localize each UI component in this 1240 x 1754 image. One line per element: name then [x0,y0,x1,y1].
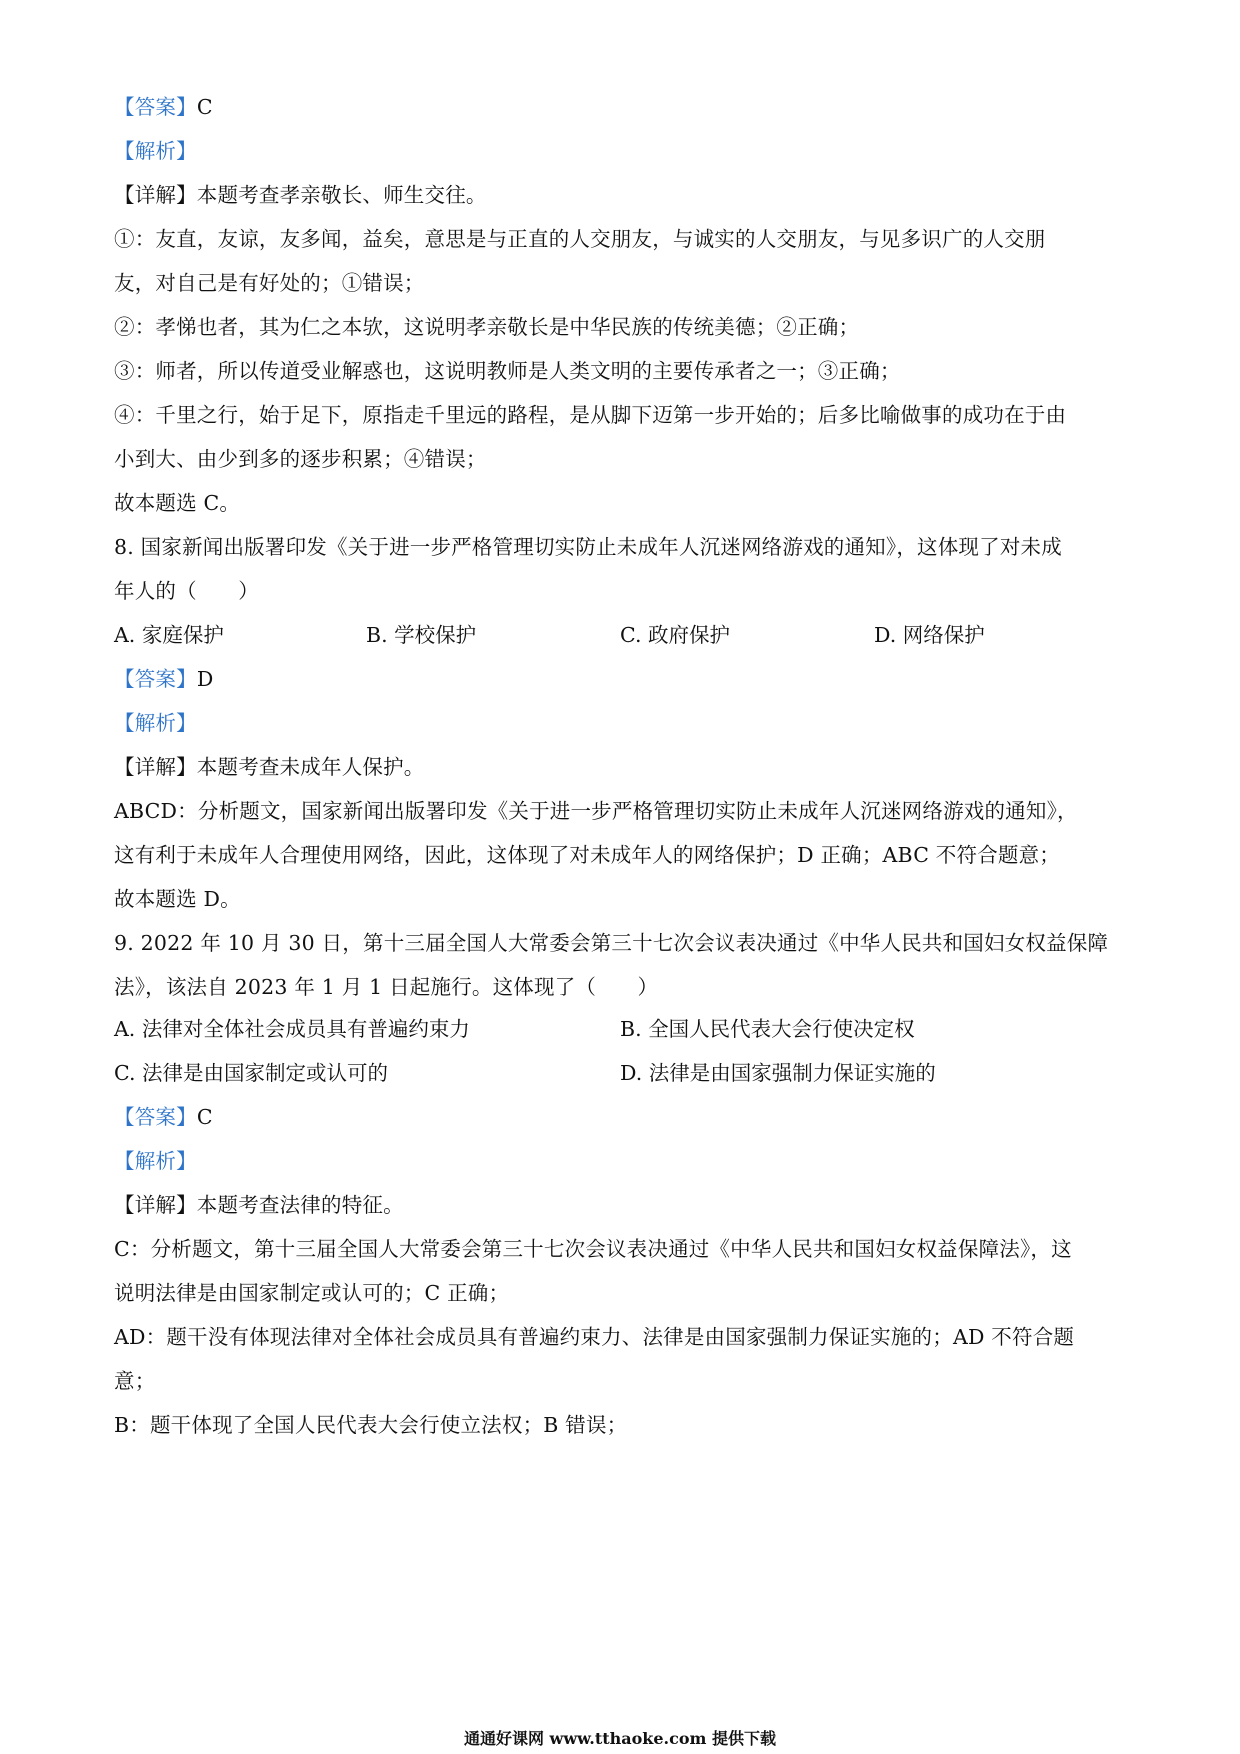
q9-option-d: D. 法律是由国家强制力保证实施的 [620,1061,936,1085]
q9-explain-line-3: AD：题干没有体现法律对全体社会成员具有普遍约束力、法律是由国家强制力保证实施的；AD 不符合题 [114,1325,1075,1349]
q7-explain-line-4: ③：师者，所以传道受业解惑也，这说明教师是人类文明的主要传承者之一；③正确； [114,359,901,383]
q7-analysis-tag: 【解析】 [114,139,197,163]
answer-tag: 【答案】 [114,667,197,691]
answer-value: C [196,95,213,119]
q8-option-b: B. 学校保护 [366,623,477,647]
q8-answer-line [114,664,1134,694]
q8-explain-line-2: 这有利于未成年人合理使用网络，因此，这体现了对未成年人的网络保护；D 正确；ABC 不符合题意； [114,843,1061,867]
q8-stem-line-2: 年人的（ ） [114,579,259,603]
q9-analysis-tag: 【解析】 [114,1149,197,1173]
q8-explain-line-1: ABCD：分析题文，国家新闻出版署印发《关于进一步严格管理切实防止未成年人沉迷网络游戏的通知》， [114,799,1078,823]
q9-stem-line-2: 法》，该法自 2023 年 1 月 1 日起施行。这体现了（ ） [114,975,659,999]
q9-explain-line-2: 说明法律是由国家制定或认可的；C 正确； [114,1281,510,1305]
q9-stem-line-1: 9. 2022 年 10 月 30 日，第十三届全国人大常委会第三十七次会议表决通过《中华人民共和国妇女权益保障 [114,931,1109,955]
page-footer: 通通好课网 www.tthaoke.com 提供下载 [463,1729,777,1748]
answer-tag: 【答案】 [114,95,197,119]
q9-option-c: C. 法律是由国家制定或认可的 [114,1061,388,1085]
q7-explain-line-2: 友，对自己是有好处的；①错误； [114,271,425,295]
q8-option-a: A. 家庭保护 [114,623,224,647]
q8-analysis-tag: 【解析】 [114,711,197,735]
q7-detail: 【详解】本题考查孝亲敬长、师生交往。 [114,183,487,207]
q9-explain-line-1: C：分析题文，第十三届全国人大常委会第三十七次会议表决通过《中华人民共和国妇女权益保障法》，这 [114,1237,1072,1261]
q7-answer-line [114,92,1134,122]
q8-option-c: C. 政府保护 [620,623,730,647]
q9-option-a: A. 法律对全体社会成员具有普遍约束力 [114,1017,470,1041]
answer-tag: 【答案】 [114,1105,197,1129]
q7-explain-line-3: ②：孝悌也者，其为仁之本欤，这说明孝亲敬长是中华民族的传统美德；②正确； [114,315,860,339]
q7-explain-line-5: ④：千里之行，始于足下，原指走千里远的路程，是从脚下迈第一步开始的；后多比喻做事的成功在于由 [114,403,1067,427]
answer-value: D [196,667,214,691]
q8-stem-line-1: 8. 国家新闻出版署印发《关于进一步严格管理切实防止未成年人沉迷网络游戏的通知》，这体现了对未成 [114,535,1062,559]
q9-explain-line-5: B：题干体现了全国人民代表大会行使立法权；B 错误； [114,1413,628,1437]
q9-option-b: B. 全国人民代表大会行使决定权 [620,1017,915,1041]
q9-explain-line-4: 意； [114,1369,156,1393]
q9-detail: 【详解】本题考查法律的特征。 [114,1193,404,1217]
q8-detail: 【详解】本题考查未成年人保护。 [114,755,425,779]
answer-value: C [196,1105,213,1129]
q8-option-d: D. 网络保护 [874,623,985,647]
q7-explain-line-1: ①：友直，友谅，友多闻，益矣，意思是与正直的人交朋友，与诚实的人交朋友，与见多识广的人交朋 [114,227,1046,251]
q9-answer-line [114,1102,1134,1132]
q7-explain-line-6: 小到大、由少到多的逐步积累；④错误； [114,447,487,471]
q7-conclusion: 故本题选 C。 [114,491,241,515]
q8-conclusion: 故本题选 D。 [114,887,241,911]
